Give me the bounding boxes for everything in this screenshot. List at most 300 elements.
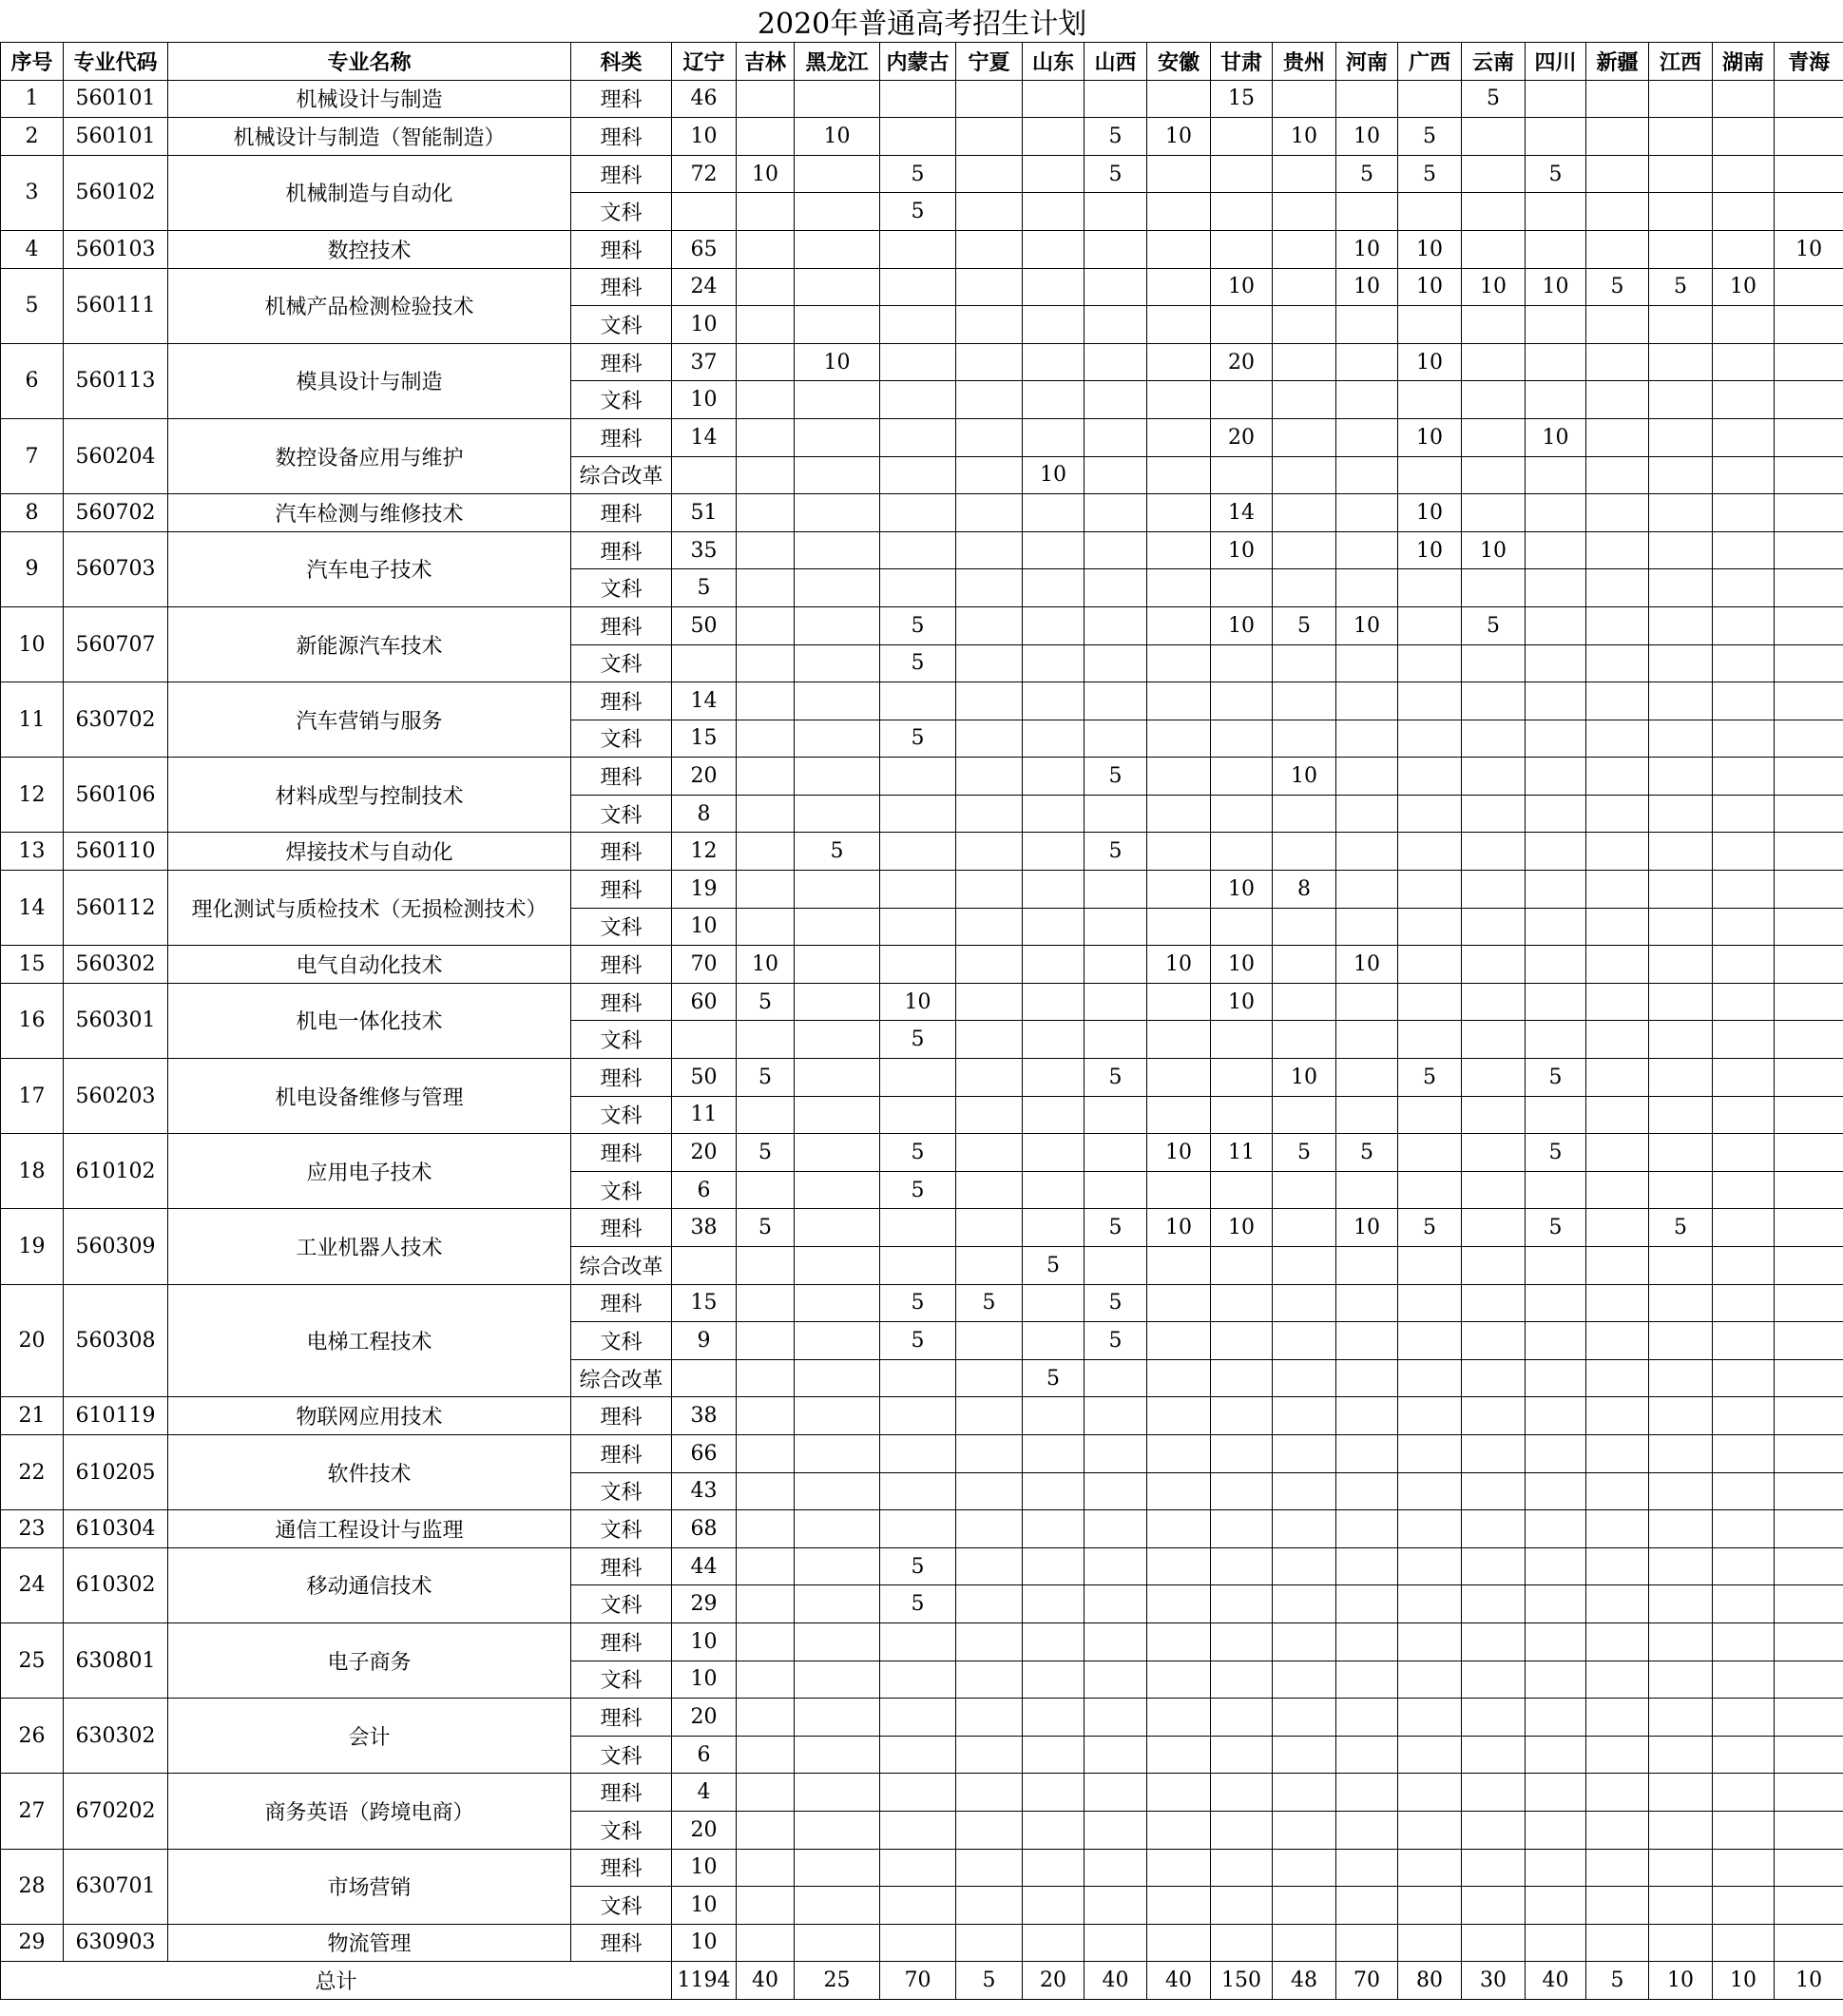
quota-cell — [1462, 306, 1526, 344]
quota-cell — [1586, 1096, 1649, 1134]
quota-cell — [1526, 946, 1586, 984]
quota-cell — [1775, 1021, 1843, 1059]
quota-cell — [795, 1021, 880, 1059]
quota-cell — [1649, 1434, 1713, 1472]
quota-cell: 5 — [1085, 833, 1147, 871]
quota-cell — [795, 569, 880, 607]
quota-cell — [956, 268, 1023, 306]
quota-cell — [795, 871, 880, 909]
quota-cell — [1398, 1774, 1462, 1812]
quota-cell: 70 — [672, 946, 737, 984]
quota-cell — [1713, 193, 1775, 231]
quota-cell — [1398, 456, 1462, 494]
quota-cell — [956, 1021, 1023, 1059]
quota-cell — [1586, 230, 1649, 268]
quota-cell — [1462, 758, 1526, 796]
quota-cell — [1526, 1021, 1586, 1059]
quota-cell — [1273, 193, 1336, 231]
quota-cell — [1526, 1171, 1586, 1209]
subject-cell: 文科 — [571, 306, 672, 344]
quota-cell — [880, 118, 956, 156]
quota-cell: 10 — [795, 343, 880, 381]
major-name-cell: 数控设备应用与维护 — [168, 418, 571, 493]
quota-cell — [1649, 381, 1713, 419]
quota-cell — [795, 1397, 880, 1435]
quota-cell — [1398, 1021, 1462, 1059]
quota-cell: 5 — [1085, 118, 1147, 156]
quota-cell — [1462, 1397, 1526, 1435]
quota-cell — [1775, 1811, 1843, 1849]
quota-cell — [737, 1585, 795, 1623]
quota-cell — [880, 343, 956, 381]
subject-cell: 理科 — [571, 758, 672, 796]
row-number-cell: 21 — [1, 1397, 64, 1435]
quota-cell: 14 — [672, 682, 737, 720]
quota-cell — [880, 682, 956, 720]
quota-cell — [1085, 1924, 1147, 1962]
table-row — [1, 80, 1843, 118]
quota-cell: 10 — [1023, 456, 1085, 494]
quota-cell — [1775, 1774, 1843, 1812]
quota-cell — [1775, 983, 1843, 1021]
quota-cell — [1462, 908, 1526, 946]
quota-cell — [1147, 1661, 1211, 1699]
quota-cell — [1462, 1284, 1526, 1322]
quota-cell: 14 — [672, 418, 737, 456]
quota-cell — [956, 80, 1023, 118]
column-header: 专业代码 — [64, 43, 168, 81]
quota-cell: 14 — [1211, 494, 1273, 532]
quota-cell — [1462, 1096, 1526, 1134]
quota-cell — [1147, 418, 1211, 456]
quota-cell — [1649, 946, 1713, 984]
quota-cell — [1586, 1434, 1649, 1472]
quota-cell — [1085, 1096, 1147, 1134]
quota-cell — [1775, 1359, 1843, 1397]
major-name-cell: 汽车检测与维修技术 — [168, 494, 571, 532]
quota-cell — [795, 1585, 880, 1623]
quota-cell — [1398, 1661, 1462, 1699]
quota-cell — [1586, 80, 1649, 118]
quota-cell — [1713, 1849, 1775, 1887]
subject-cell: 文科 — [571, 1887, 672, 1925]
subject-cell: 文科 — [571, 908, 672, 946]
quota-cell — [1586, 1171, 1649, 1209]
quota-cell — [1147, 833, 1211, 871]
quota-cell: 5 — [737, 1134, 795, 1172]
quota-cell — [1023, 1434, 1085, 1472]
quota-cell — [1398, 644, 1462, 682]
quota-cell: 10 — [1336, 268, 1398, 306]
quota-cell — [1398, 1699, 1462, 1737]
table-row — [1, 1284, 1843, 1322]
quota-cell: 10 — [1398, 418, 1462, 456]
subject-cell: 理科 — [571, 118, 672, 156]
quota-cell: 10 — [1211, 871, 1273, 909]
quota-cell — [1649, 1397, 1713, 1435]
quota-cell: 20 — [672, 1699, 737, 1737]
quota-cell — [880, 758, 956, 796]
quota-cell — [795, 418, 880, 456]
quota-cell — [795, 193, 880, 231]
quota-cell — [1085, 1547, 1147, 1585]
subject-cell: 综合改革 — [571, 1247, 672, 1285]
major-code-cell: 630801 — [64, 1622, 168, 1698]
quota-cell — [1462, 343, 1526, 381]
quota-cell — [1586, 1774, 1649, 1812]
quota-cell — [795, 1134, 880, 1172]
quota-cell — [1462, 569, 1526, 607]
quota-cell — [956, 1736, 1023, 1774]
quota-cell — [1336, 80, 1398, 118]
subject-cell: 理科 — [571, 1434, 672, 1472]
quota-cell — [1085, 1434, 1147, 1472]
quota-cell: 68 — [672, 1510, 737, 1548]
quota-cell: 10 — [795, 118, 880, 156]
quota-cell — [956, 531, 1023, 569]
quota-cell — [795, 1322, 880, 1360]
major-code-cell: 560101 — [64, 118, 168, 156]
quota-cell — [1023, 1171, 1085, 1209]
quota-cell — [1586, 118, 1649, 156]
quota-cell — [1713, 720, 1775, 758]
major-name-cell: 电气自动化技术 — [168, 946, 571, 984]
total-cell: 25 — [795, 1962, 880, 2000]
quota-cell — [1649, 1924, 1713, 1962]
quota-cell — [1713, 1397, 1775, 1435]
quota-cell — [1211, 1887, 1273, 1925]
table-row — [1, 1699, 1843, 1737]
quota-cell — [737, 1284, 795, 1322]
subject-cell: 文科 — [571, 1096, 672, 1134]
quota-cell: 10 — [1462, 531, 1526, 569]
table-row — [1, 494, 1843, 532]
quota-cell — [1023, 795, 1085, 833]
quota-cell — [1023, 1021, 1085, 1059]
quota-cell — [737, 1021, 795, 1059]
quota-cell — [795, 306, 880, 344]
quota-cell — [1147, 456, 1211, 494]
subject-cell: 文科 — [571, 795, 672, 833]
quota-cell: 10 — [1398, 531, 1462, 569]
table-row — [1, 758, 1843, 796]
quota-cell — [1713, 494, 1775, 532]
quota-cell — [1462, 381, 1526, 419]
subject-cell: 文科 — [571, 1510, 672, 1548]
quota-cell — [1462, 1472, 1526, 1510]
quota-cell: 10 — [737, 946, 795, 984]
quota-cell — [1713, 343, 1775, 381]
quota-cell — [1336, 1021, 1398, 1059]
quota-cell — [880, 1096, 956, 1134]
quota-cell — [1586, 1322, 1649, 1360]
quota-cell — [1775, 1736, 1843, 1774]
quota-cell — [795, 1359, 880, 1397]
quota-cell — [1085, 983, 1147, 1021]
quota-cell: 5 — [880, 155, 956, 193]
quota-cell — [1211, 381, 1273, 419]
subject-cell: 理科 — [571, 983, 672, 1021]
table-title: 2020年普通高考招生计划 — [1, 0, 1843, 43]
quota-cell — [1023, 193, 1085, 231]
quota-cell — [1273, 418, 1336, 456]
quota-cell — [1586, 381, 1649, 419]
quota-cell — [1713, 1096, 1775, 1134]
quota-cell — [1273, 1322, 1336, 1360]
total-cell: 40 — [1526, 1962, 1586, 2000]
quota-cell — [1085, 456, 1147, 494]
table-row — [1, 418, 1843, 456]
quota-cell — [1649, 720, 1713, 758]
quota-cell — [1336, 531, 1398, 569]
quota-cell — [1526, 1811, 1586, 1849]
quota-cell — [880, 230, 956, 268]
quota-cell: 5 — [737, 1209, 795, 1247]
quota-cell: 10 — [672, 381, 737, 419]
quota-cell: 5 — [880, 720, 956, 758]
quota-cell — [1649, 1661, 1713, 1699]
subject-cell: 理科 — [571, 1849, 672, 1887]
quota-cell — [1713, 155, 1775, 193]
quota-cell — [1586, 1547, 1649, 1585]
subject-cell: 理科 — [571, 833, 672, 871]
quota-cell — [1775, 871, 1843, 909]
quota-cell — [880, 946, 956, 984]
quota-cell — [1462, 1247, 1526, 1285]
quota-cell — [1147, 80, 1211, 118]
quota-cell: 60 — [672, 983, 737, 1021]
quota-cell — [1273, 1397, 1336, 1435]
quota-cell — [1649, 606, 1713, 644]
quota-cell — [737, 418, 795, 456]
quota-cell — [1147, 1472, 1211, 1510]
quota-cell — [1211, 1059, 1273, 1097]
quota-cell — [1775, 381, 1843, 419]
quota-cell — [1147, 1849, 1211, 1887]
total-cell: 70 — [880, 1962, 956, 2000]
quota-cell — [880, 1510, 956, 1548]
quota-cell — [1462, 1622, 1526, 1661]
total-cell: 30 — [1462, 1962, 1526, 2000]
quota-cell — [1649, 1096, 1713, 1134]
quota-cell — [1211, 1359, 1273, 1397]
row-number-cell: 12 — [1, 758, 64, 833]
subject-cell: 文科 — [571, 1585, 672, 1623]
quota-cell — [1398, 1247, 1462, 1285]
quota-cell — [795, 494, 880, 532]
subject-cell: 理科 — [571, 606, 672, 644]
quota-cell — [880, 1247, 956, 1285]
total-cell: 20 — [1023, 1962, 1085, 2000]
quota-cell: 5 — [956, 1284, 1023, 1322]
subject-cell: 理科 — [571, 1547, 672, 1585]
quota-cell — [956, 418, 1023, 456]
quota-cell — [1336, 494, 1398, 532]
major-code-cell: 630302 — [64, 1699, 168, 1774]
quota-cell: 5 — [1462, 606, 1526, 644]
row-number-cell: 19 — [1, 1209, 64, 1284]
quota-cell: 6 — [672, 1171, 737, 1209]
row-number-cell: 7 — [1, 418, 64, 493]
major-code-cell: 560110 — [64, 833, 168, 871]
quota-cell: 11 — [1211, 1134, 1273, 1172]
major-name-cell: 移动通信技术 — [168, 1547, 571, 1622]
total-label: 总计 — [1, 1962, 672, 2000]
quota-cell — [795, 682, 880, 720]
quota-cell — [1713, 531, 1775, 569]
major-code-cell: 610302 — [64, 1547, 168, 1622]
quota-cell — [1713, 1811, 1775, 1849]
column-header: 辽宁 — [672, 43, 737, 81]
row-number-cell: 25 — [1, 1622, 64, 1698]
quota-cell — [1586, 1397, 1649, 1435]
quota-cell: 5 — [1649, 268, 1713, 306]
quota-cell — [1775, 1622, 1843, 1661]
quota-cell — [1085, 1585, 1147, 1623]
quota-cell — [1398, 1811, 1462, 1849]
row-number-cell: 15 — [1, 946, 64, 984]
table-row — [1, 1547, 1843, 1585]
table-row — [1, 1134, 1843, 1172]
quota-cell — [1336, 1924, 1398, 1962]
subject-cell: 理科 — [571, 1924, 672, 1962]
quota-cell — [1085, 80, 1147, 118]
quota-cell — [1775, 682, 1843, 720]
quota-cell — [737, 193, 795, 231]
subject-cell: 理科 — [571, 1774, 672, 1812]
quota-cell — [1462, 155, 1526, 193]
quota-cell: 5 — [737, 983, 795, 1021]
quota-cell — [1023, 1924, 1085, 1962]
quota-cell: 10 — [1147, 118, 1211, 156]
quota-cell — [1273, 983, 1336, 1021]
quota-cell — [1147, 1021, 1211, 1059]
quota-cell — [956, 1849, 1023, 1887]
quota-cell — [672, 456, 737, 494]
table-row — [1, 268, 1843, 306]
quota-cell — [1462, 1774, 1526, 1812]
quota-cell — [1336, 644, 1398, 682]
quota-cell — [1462, 118, 1526, 156]
quota-cell — [1023, 531, 1085, 569]
quota-cell: 46 — [672, 80, 737, 118]
subject-cell: 理科 — [571, 1134, 672, 1172]
quota-cell — [1023, 606, 1085, 644]
row-number-cell: 29 — [1, 1924, 64, 1962]
quota-cell — [1586, 155, 1649, 193]
quota-cell — [1147, 1510, 1211, 1548]
quota-cell — [1775, 494, 1843, 532]
quota-cell — [1023, 1699, 1085, 1737]
quota-cell — [1398, 833, 1462, 871]
quota-cell — [1586, 1359, 1649, 1397]
quota-cell — [1649, 306, 1713, 344]
quota-cell — [1211, 1171, 1273, 1209]
quota-cell — [880, 1887, 956, 1925]
quota-cell — [880, 1849, 956, 1887]
quota-cell — [1211, 1322, 1273, 1360]
quota-cell — [1147, 606, 1211, 644]
quota-cell — [1273, 1849, 1336, 1887]
quota-cell: 10 — [1147, 1134, 1211, 1172]
quota-cell — [880, 1472, 956, 1510]
quota-cell — [1398, 1096, 1462, 1134]
quota-cell — [1649, 682, 1713, 720]
quota-cell — [1462, 871, 1526, 909]
quota-cell — [1085, 1699, 1147, 1737]
quota-cell — [1211, 306, 1273, 344]
row-number-cell: 13 — [1, 833, 64, 871]
quota-cell — [880, 833, 956, 871]
quota-cell: 65 — [672, 230, 737, 268]
quota-cell — [1775, 1171, 1843, 1209]
quota-cell — [1023, 833, 1085, 871]
quota-cell — [1775, 795, 1843, 833]
quota-cell — [1336, 833, 1398, 871]
quota-cell — [1147, 155, 1211, 193]
row-number-cell: 17 — [1, 1059, 64, 1134]
major-name-cell: 机械产品检测检验技术 — [168, 268, 571, 343]
major-code-cell: 560302 — [64, 946, 168, 984]
quota-cell — [1147, 343, 1211, 381]
quota-cell — [1586, 1699, 1649, 1737]
quota-cell — [737, 1661, 795, 1699]
quota-cell — [1336, 1849, 1398, 1887]
quota-cell: 10 — [672, 306, 737, 344]
quota-cell — [795, 1774, 880, 1812]
quota-cell — [672, 1247, 737, 1285]
quota-cell — [1211, 1736, 1273, 1774]
quota-cell — [737, 1622, 795, 1661]
quota-cell — [1713, 230, 1775, 268]
quota-cell — [1586, 644, 1649, 682]
row-number-cell: 14 — [1, 871, 64, 946]
quota-cell — [1147, 1811, 1211, 1849]
quota-cell — [956, 118, 1023, 156]
quota-cell — [956, 606, 1023, 644]
quota-cell — [1649, 1774, 1713, 1812]
total-row — [1, 1962, 1843, 2000]
quota-cell — [1586, 1134, 1649, 1172]
quota-cell — [956, 1397, 1023, 1435]
quota-cell: 10 — [672, 118, 737, 156]
subject-cell: 文科 — [571, 1811, 672, 1849]
quota-cell — [1398, 682, 1462, 720]
quota-cell — [1775, 1434, 1843, 1472]
quota-cell — [880, 1736, 956, 1774]
quota-cell: 20 — [1211, 418, 1273, 456]
quota-cell — [1526, 381, 1586, 419]
quota-cell — [1211, 1699, 1273, 1737]
quota-cell — [1526, 1774, 1586, 1812]
quota-cell: 5 — [1023, 1247, 1085, 1285]
major-name-cell: 汽车电子技术 — [168, 531, 571, 606]
quota-cell — [1649, 908, 1713, 946]
quota-cell — [795, 80, 880, 118]
quota-cell — [1085, 1397, 1147, 1435]
quota-cell — [956, 381, 1023, 419]
quota-cell — [1586, 1209, 1649, 1247]
quota-cell — [1713, 456, 1775, 494]
quota-cell — [1526, 758, 1586, 796]
quota-cell — [1211, 1284, 1273, 1322]
quota-cell — [1586, 306, 1649, 344]
quota-cell — [1713, 1774, 1775, 1812]
quota-cell — [1775, 644, 1843, 682]
quota-cell — [1526, 1397, 1586, 1435]
quota-cell — [1462, 1924, 1526, 1962]
quota-cell — [1713, 758, 1775, 796]
